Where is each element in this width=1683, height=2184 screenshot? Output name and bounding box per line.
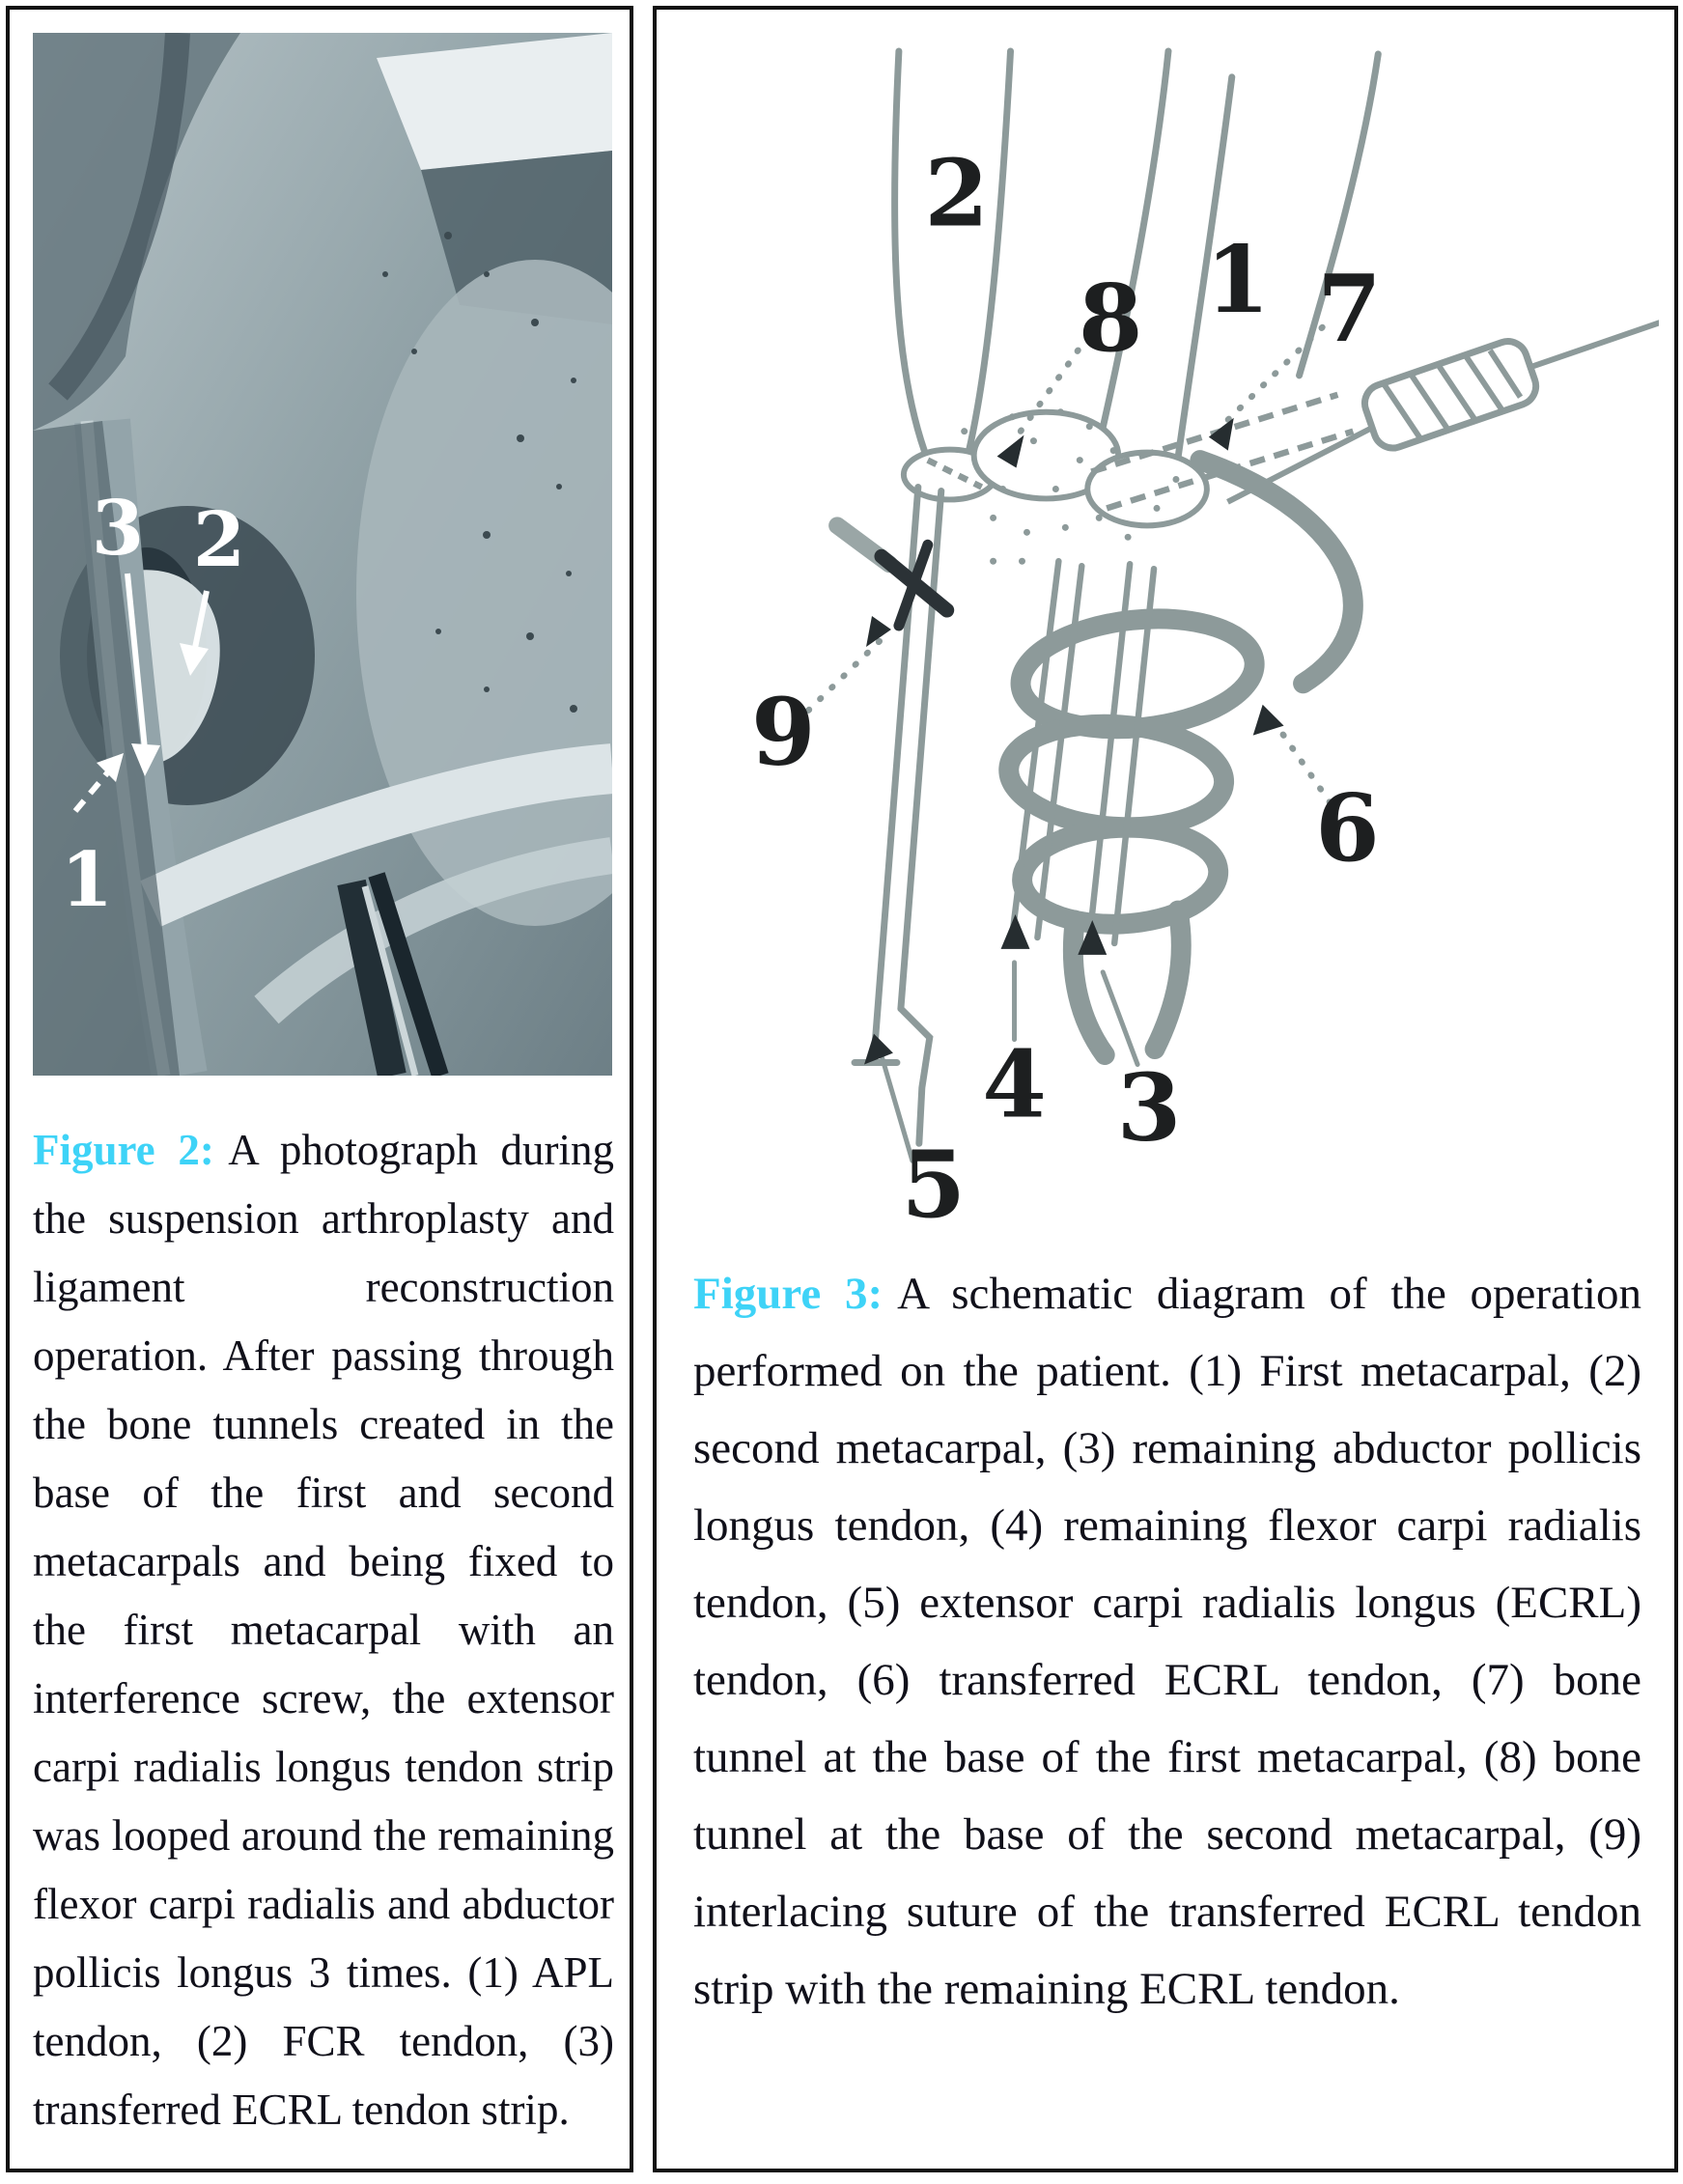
- ecrl-jog: [901, 1009, 930, 1144]
- figure3-caption-block: [693, 1255, 1641, 2028]
- diagram-label-6: 6: [1315, 773, 1380, 883]
- figure2-photo: [33, 33, 612, 1076]
- strip-tail-right: [1155, 910, 1181, 1050]
- figure3-label: Figure 3:: [693, 1269, 884, 1319]
- figure2-caption-block: [33, 1116, 614, 2144]
- figure3-diagram: [674, 37, 1659, 1220]
- fcr-tendon-edge2: [1037, 566, 1081, 938]
- second-metacarpal-right-edge: [967, 51, 1011, 462]
- surgical-photo-illustration: [33, 33, 612, 1076]
- diagram-label-2: 2: [924, 138, 989, 248]
- diagram-label-7: 7: [1317, 253, 1382, 363]
- figure3-panel: [653, 6, 1678, 2172]
- photo-label-1: 1: [60, 836, 114, 924]
- diagram-label-9: 9: [751, 677, 816, 787]
- diagram-label-8: 8: [1078, 263, 1143, 373]
- second-metacarpal-left-edge: [895, 51, 928, 461]
- diagram-label-4: 4: [982, 1029, 1047, 1139]
- figure2-label: Figure 2:: [33, 1126, 214, 1174]
- operation-schematic: [674, 37, 1659, 1220]
- diagram-label-1: 1: [1205, 225, 1271, 335]
- leader-9: [808, 641, 880, 711]
- photo-label-3: 3: [91, 485, 145, 573]
- first-metacarpal-left-edge: [1101, 51, 1168, 436]
- strip-outer-curve: [1200, 461, 1353, 684]
- figure2-panel: [6, 6, 633, 2172]
- diagram-label-5: 5: [901, 1130, 967, 1220]
- figure3-caption-text: A schematic diagram of the operation performed on the patient. (1) First metacarpal, (2) second metacarpal, (3) remaining abductor pollicis longus tendon, (4) remaining flexor carpi radialis tendon, (5) extensor carpi radialis longus (ECRL) tendon, (6) transferred ECRL tendon, (7) bone tunnel at the base of the first metacarpal, (8) bone tunnel at the base of the second metacarpal, (9) interlacing suture of the transferred ECRL tendon strip with the remaining ECRL tendon.: [693, 1269, 1641, 2014]
- schematic-lines: [895, 51, 1379, 462]
- figure2-caption-text: A photograph during the suspension arthroplasty and ligament reconstruction operation. After passing through the bone tunnels created in the base of the first and second metacarpals and being fixed to the first metacarpal with an interference screw, the extensor carpi radialis longus tendon strip was looped around the remaining flexor carpi radialis and abductor pollicis longus 3 times. (1) APL tendon, (2) FCR tendon, (3) transferred ECRL tendon strip.: [33, 1126, 614, 2134]
- diagram-label-3: 3: [1116, 1052, 1182, 1162]
- photo-label-2: 2: [192, 496, 246, 584]
- interference-screw: [1208, 287, 1659, 505]
